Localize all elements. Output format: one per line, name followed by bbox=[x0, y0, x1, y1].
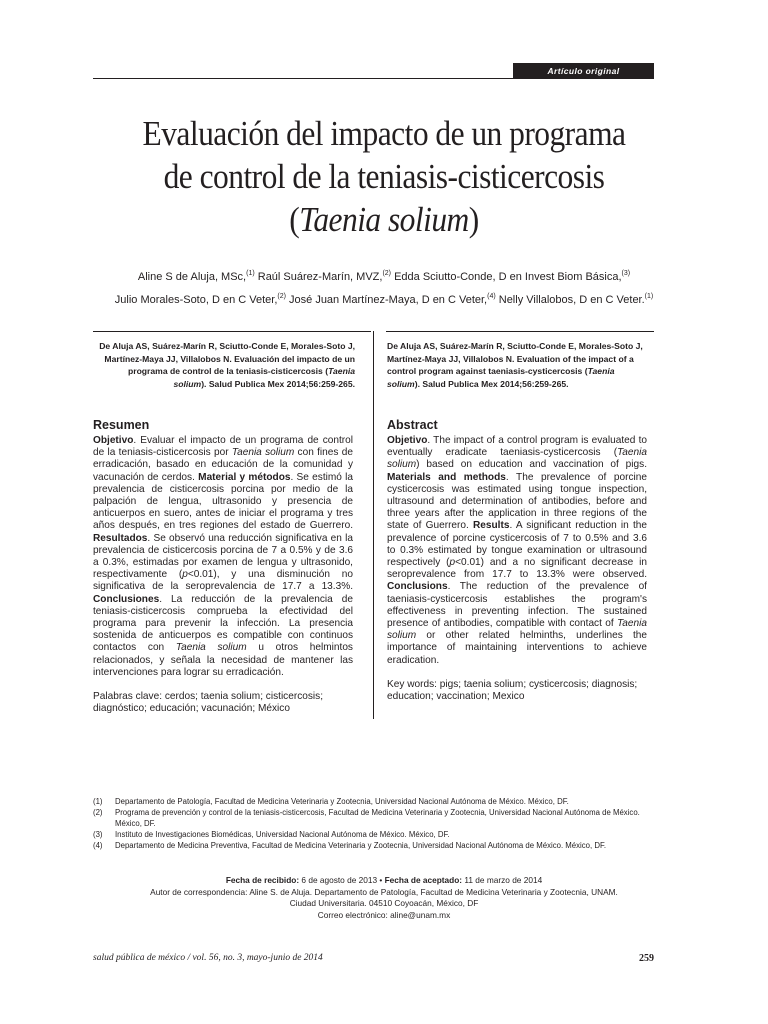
section-rule-left bbox=[93, 331, 371, 332]
column-divider bbox=[373, 331, 374, 719]
affiliation-marker: (4) bbox=[487, 293, 496, 300]
abstract-body: Objetivo. The impact of a control program is evaluated to eventually eradicate taeniasis-cysticercosis (Taenia solium) based on education and vaccination of pigs. Materials and methods. The prevalence of porcine cysticercosis was estimated using tongue inspection, ultrasound and determination of antibodies, before and three years after the application in three regions of the state of Guerrero. Results. A significant reduction in the prevalence of porcine cysticercosis of 7 to 0.5% and 3.6 to 0.3% estimated by tongue examination or ultrasound respectively (p<0.01) and a no significant decrease in seroprevalence from 17.7 to 13.3% were observed. Conclusions. The reduction of the prevalence of taeniasis-cysticercosis establishes the program's effectiveness in preventing infection. The sustained presence of antibodies, compatible with contact of Taenia solium or other related helminths, underlines the importance of maintaining interventions to achieve eradication. bbox=[387, 435, 647, 666]
objective-label: Objetivo bbox=[93, 435, 134, 446]
resumen-heading: Resumen bbox=[93, 418, 150, 432]
page-number: 259 bbox=[639, 953, 654, 964]
author-name: Julio Morales-Soto, D en C Veter, bbox=[114, 294, 278, 306]
citation-spanish bbox=[93, 340, 355, 390]
objective-label: Objetivo bbox=[387, 435, 428, 446]
title-line-2: de control de la teniasis-cisticercosis bbox=[163, 157, 605, 196]
citation-authors: De Aluja AS, Suárez-Marín R, Sciutto-Conde E, Morales-Soto J, Martínez-Maya JJ, Villalobos N. bbox=[387, 341, 643, 364]
abstract-keywords: Key words: pigs; taenia solium; cysticercosis; diagnosis; education; vaccination; Mexico bbox=[387, 678, 638, 703]
author-list bbox=[93, 264, 675, 310]
citation-source: Salud Publica Mex 2014;56:259-265. bbox=[422, 378, 569, 389]
conclusions-label: Conclusiones bbox=[93, 593, 160, 605]
footnote-item: (1) Departamento de Patología, Facultad de Medicina Veterinaria y Zootecnia, Universidad Nacional Autónoma de México. México, DF. bbox=[93, 797, 569, 806]
correspondence-block bbox=[93, 875, 675, 921]
affiliation-marker: (2) bbox=[277, 293, 286, 300]
affiliation-marker: (1) bbox=[246, 270, 255, 277]
abstract-section bbox=[387, 418, 647, 703]
author-line-2 bbox=[93, 287, 675, 310]
citation-english bbox=[387, 340, 649, 390]
footnote-item: (3) Instituto de Investigaciones Biomédicas, Universidad Nacional Autónoma de México. México, DF. bbox=[93, 830, 450, 839]
methods-label: Material y métodos bbox=[198, 471, 291, 483]
citation-title: Evaluation of the impact of a control program against taeniasis-cysticercosis (Taenia solium). bbox=[387, 353, 634, 389]
address-line: Ciudad Universitaria. 04510 Coyoacán, México, DF bbox=[289, 898, 479, 908]
corresponding-author: Autor de correspondencia: Aline S. de Aluja. Departamento de Patología, Facultad de Medicina Veterinaria y Zootecnia, UNAM. bbox=[150, 886, 618, 897]
abstract-heading: Abstract bbox=[387, 418, 438, 432]
resumen-section bbox=[93, 418, 353, 715]
resumen-body: Objetivo. Evaluar el impacto de un programa de control de la teniasis-cisticercosis por Taenia solium con fines de erradicación, basado en educación de la comunidad y vacunación de cerdos. Material y métodos. Se estimó la prevalencia de cisticercosis porcina por medio de la palpación de lengua, ultrasonido y presencia de anticuerpos en suero, antes de iniciar el programa y tres años después, en tres regiones del estado de Guerrero. Resultados. Se observó una reducción significativa en la prevalencia de cisticercosis porcina de 7 a 0.5% y de 3.6 a 0.3%, estimadas por examen de lengua y ultrasonido, respectivamente (p<0.01), y una disminución no significativa de la seroprevalencia de 17.7 a 13.3%. Conclusiones. La reducción de la prevalencia de teniasis-cisticercosis comprueba la efectividad del programa para prevenir la infección. La presencia sostenida de anticuerpos es compatible con continuos contactos con Taenia solium u otros helmintos relacionados, y señala la necesidad de mantener las intervenciones para lograr su erradicación. bbox=[93, 435, 353, 678]
email-line: Correo electrónico: aline@unam.mx bbox=[317, 909, 451, 920]
affiliation-footnotes bbox=[93, 796, 655, 851]
affiliation-marker: (2) bbox=[382, 270, 392, 277]
citation-source: Salud Publica Mex 2014;56:259-265. bbox=[208, 378, 355, 389]
title-species: Taenia solium bbox=[299, 200, 469, 239]
title-line-3 bbox=[122, 198, 646, 241]
results-label: Results bbox=[472, 520, 510, 532]
footnote-item: (2) Programa de prevención y control de la teniasis-cisticercosis, Facultad de Medicina Veterinaria y Zootecnia, Universidad Nacional Autónoma de México. México, DF. bbox=[93, 808, 640, 828]
footnote-item: (4) Departamento de Medicina Preventiva, Facultad de Medicina Veterinaria y Zootecnia, Universidad Nacional Autónoma de México. México, DF. bbox=[93, 841, 607, 850]
citation-title: Evaluación del impacto de un programa de control de la teniasis-cisticercosis (Taenia solium). bbox=[127, 353, 355, 389]
methods-label: Materials and methods bbox=[387, 471, 506, 483]
author-name: Raúl Suárez-Marín, MVZ, bbox=[254, 271, 383, 283]
results-label: Resultados bbox=[93, 532, 148, 544]
dates-line: Fecha de recibido: 6 de agosto de 2013 • Fecha de aceptado: 11 de marzo de 2014 bbox=[225, 875, 543, 885]
section-label: Artículo original bbox=[513, 63, 654, 79]
author-line-1 bbox=[93, 264, 675, 287]
journal-footer: salud pública de méxico / vol. 56, no. 3, mayo-junio de 2014 bbox=[93, 953, 323, 963]
conclusions-label: Conclusions bbox=[387, 581, 448, 593]
section-rule-right bbox=[386, 331, 654, 332]
author-name: Edda Sciutto-Conde, D en Invest Biom Básica, bbox=[391, 271, 622, 283]
article-title bbox=[122, 112, 646, 241]
citation-authors: De Aluja AS, Suárez-Marín R, Sciutto-Conde E, Morales-Soto J, Martínez-Maya JJ, Villalobos N. bbox=[99, 341, 355, 364]
author-name: Aline S de Aluja, MSc, bbox=[137, 271, 247, 283]
title-paren-close: ) bbox=[468, 200, 479, 239]
title-paren-open: ( bbox=[289, 200, 300, 239]
author-name: Nelly Villalobos, D en C Veter. bbox=[495, 294, 645, 306]
affiliation-marker: (1) bbox=[644, 293, 654, 300]
title-line-1: Evaluación del impacto de un programa bbox=[142, 114, 626, 153]
resumen-keywords: Palabras clave: cerdos; taenia solium; cisticercosis; diagnóstico; educación; vacunación; México bbox=[93, 691, 324, 715]
affiliation-marker: (3) bbox=[621, 270, 631, 277]
author-name: José Juan Martínez-Maya, D en C Veter, bbox=[285, 294, 488, 306]
